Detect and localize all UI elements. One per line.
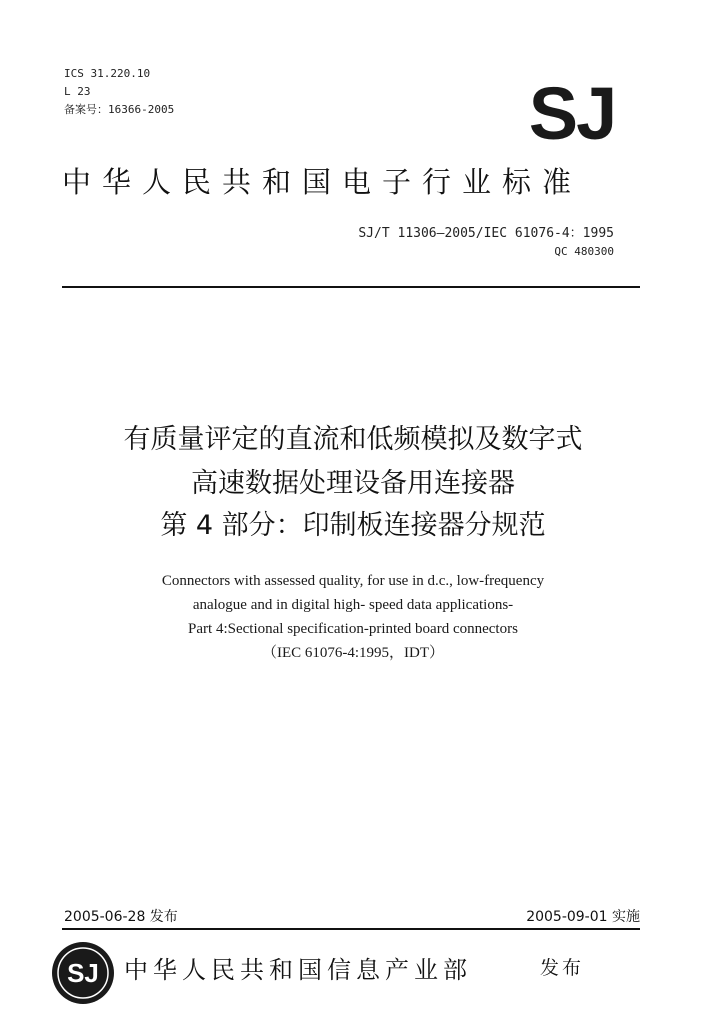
issuing-authority: 中华人民共和国信息产业部 — [124, 956, 472, 984]
emblem-label: SJ — [67, 958, 99, 988]
footer-divider — [62, 928, 640, 930]
issue-date: 2005-06-28 发布 — [64, 909, 178, 925]
qc-number: QC 480300 — [554, 245, 614, 258]
issue-action-label: 发布 — [540, 957, 585, 979]
english-title-line-1: Connectors with assessed quality, for use in d.c., low-frequency — [161, 573, 545, 589]
implementation-date: 2005-09-01 实施 — [526, 909, 640, 925]
chinese-title-line-2: 高速数据处理设备用连接器 — [191, 468, 515, 499]
english-title-line-3: Part 4:Sectional specification-printed board connectors — [188, 621, 518, 637]
ministry-emblem-icon — [50, 940, 116, 1006]
chinese-title-line-3: 第 4 部分：印制板连接器分规范 — [160, 510, 546, 541]
record-number: 备案号：16366-2005 — [64, 103, 175, 116]
chinese-title-line-1: 有质量评定的直流和低频模拟及数字式 — [123, 424, 583, 455]
sj-logo: SJ — [528, 72, 616, 155]
english-title-line-2: analogue and in digital high- speed data applications- — [192, 597, 514, 613]
standard-number: SJ/T 11306—2005/IEC 61076-4：1995 — [358, 226, 614, 241]
classification-code: L 23 — [64, 85, 91, 98]
ics-code: ICS 31.220.10 — [64, 67, 151, 80]
english-title-line-4: （IEC 61076-4:1995，IDT） — [261, 645, 445, 661]
header-divider — [62, 286, 640, 288]
industry-standard-title: 中华人民共和国电子行业标准 — [62, 165, 583, 199]
